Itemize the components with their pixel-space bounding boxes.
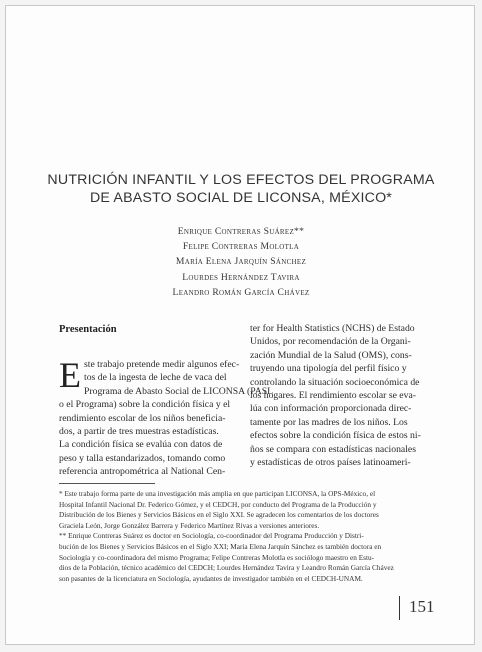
body-line: lúa con información proporcionada direc- — [250, 403, 412, 415]
author-name: Enrique Contreras Suárez** — [177, 226, 305, 237]
body-line: controlando la situación socioeconómica de — [250, 376, 420, 388]
body-line: Programa de Abasto Social de LICONSA (PASL — [84, 385, 274, 397]
footnote-line: ** Enrique Contreras Suárez es doctor en Sociología, co-coordinador del Programa Producción y Distri- — [59, 531, 364, 541]
footnote-line: * Este trabajo forma parte de una investigación más amplia en que participan LICONSA, la OPS-México, el — [59, 489, 376, 498]
footnote-line: Sociología y co-coordinadora del mismo Programa; Felipe Contreras Molotla es sociólogo maestro en Estu- — [59, 552, 375, 562]
footnote-rule — [59, 483, 155, 484]
body-line: referencia antropométrica al National Cen- — [59, 466, 226, 478]
footnote-line: dios de la Población, técnico académico del CEDCH; Lourdes Hernández Tavira y Leandro Román García Chávez — [59, 563, 394, 573]
body-line: ter for Health Statistics (NCHS) de Estado — [250, 323, 415, 334]
article-title-line-2: DE ABASTO SOCIAL DE LICONSA, MÉXICO* — [89, 190, 393, 206]
footnote-line: Graciela León, Jorge González Barrera y Federico Martínez Rivas a versiones anteriores. — [59, 520, 320, 530]
folio-divider — [399, 596, 400, 620]
section-heading: Presentación — [59, 324, 117, 335]
author-list — [86, 224, 396, 300]
body-column-right — [250, 322, 433, 469]
author-name: Leandro Román García Chávez — [172, 286, 310, 298]
footnote-line: son pasantes de la licenciatura en Sociología, ayudantes de investigador también en el CEDCH-UNAM. — [59, 573, 363, 583]
body-line: peso y talla estandarizados, tomando como — [59, 452, 226, 464]
body-line: La condición física se evalúa con datos de — [59, 439, 223, 451]
article-title — [46, 171, 436, 207]
body-line: Unidos, por recomendación de la Organi- — [250, 336, 411, 348]
footnote-line: Distribución de los Bienes y Servicios Básicos en el Siglo XXI. Se agradecen los comentarios de los doctores — [59, 510, 379, 520]
drop-cap: E — [59, 355, 81, 395]
body-line: y estadísticas de otros países latinoameri- — [250, 457, 411, 469]
body-column-left — [59, 355, 274, 479]
body-line: tos de la ingesta de leche de vaca del — [84, 372, 227, 384]
body-line: tamente por las madres de los niños. Los — [250, 416, 408, 428]
author-name: Felipe Contreras Molotla — [182, 241, 300, 253]
article-title-line-1: NUTRICIÓN INFANTIL Y LOS EFECTOS DEL PROGRAMA — [47, 172, 435, 188]
body-line: rendimiento escolar de los niños beneficia- — [59, 412, 226, 424]
body-line: o el Programa) sobre la condición física y el — [59, 399, 231, 411]
footnote-line: bución de los Bienes y Servicios Básicos en el Siglo XXI; María Elena Jarquín Sánchez es también doctora en — [59, 541, 382, 551]
footnotes — [59, 489, 437, 584]
body-line: efectos sobre la condición física de estos ni- — [250, 430, 421, 442]
body-line: ste trabajo pretende medir algunos efec- — [84, 359, 240, 370]
body-line: los hogares. El rendimiento escolar se eva- — [250, 390, 416, 402]
footnote-line: Hospital Infantil Nacional Dr. Federico Gómez, y el CEDCH, por conducto del Programa de la Producción y — [59, 499, 377, 509]
body-line: truyendo una tipología del perfil físico y — [250, 363, 407, 375]
author-name: María Elena Jarquín Sánchez — [175, 256, 307, 268]
body-line: dos, a partir de tres muestras estadísticas. — [59, 426, 219, 438]
body-line: ños se compara con estadísticas nacionales — [250, 443, 416, 455]
author-name: Lourdes Hernández Tavira — [182, 271, 300, 283]
page-number: 151 — [409, 597, 435, 616]
journal-page — [5, 5, 475, 645]
body-line: zación Mundial de la Salud (OMS), cons- — [250, 349, 412, 361]
